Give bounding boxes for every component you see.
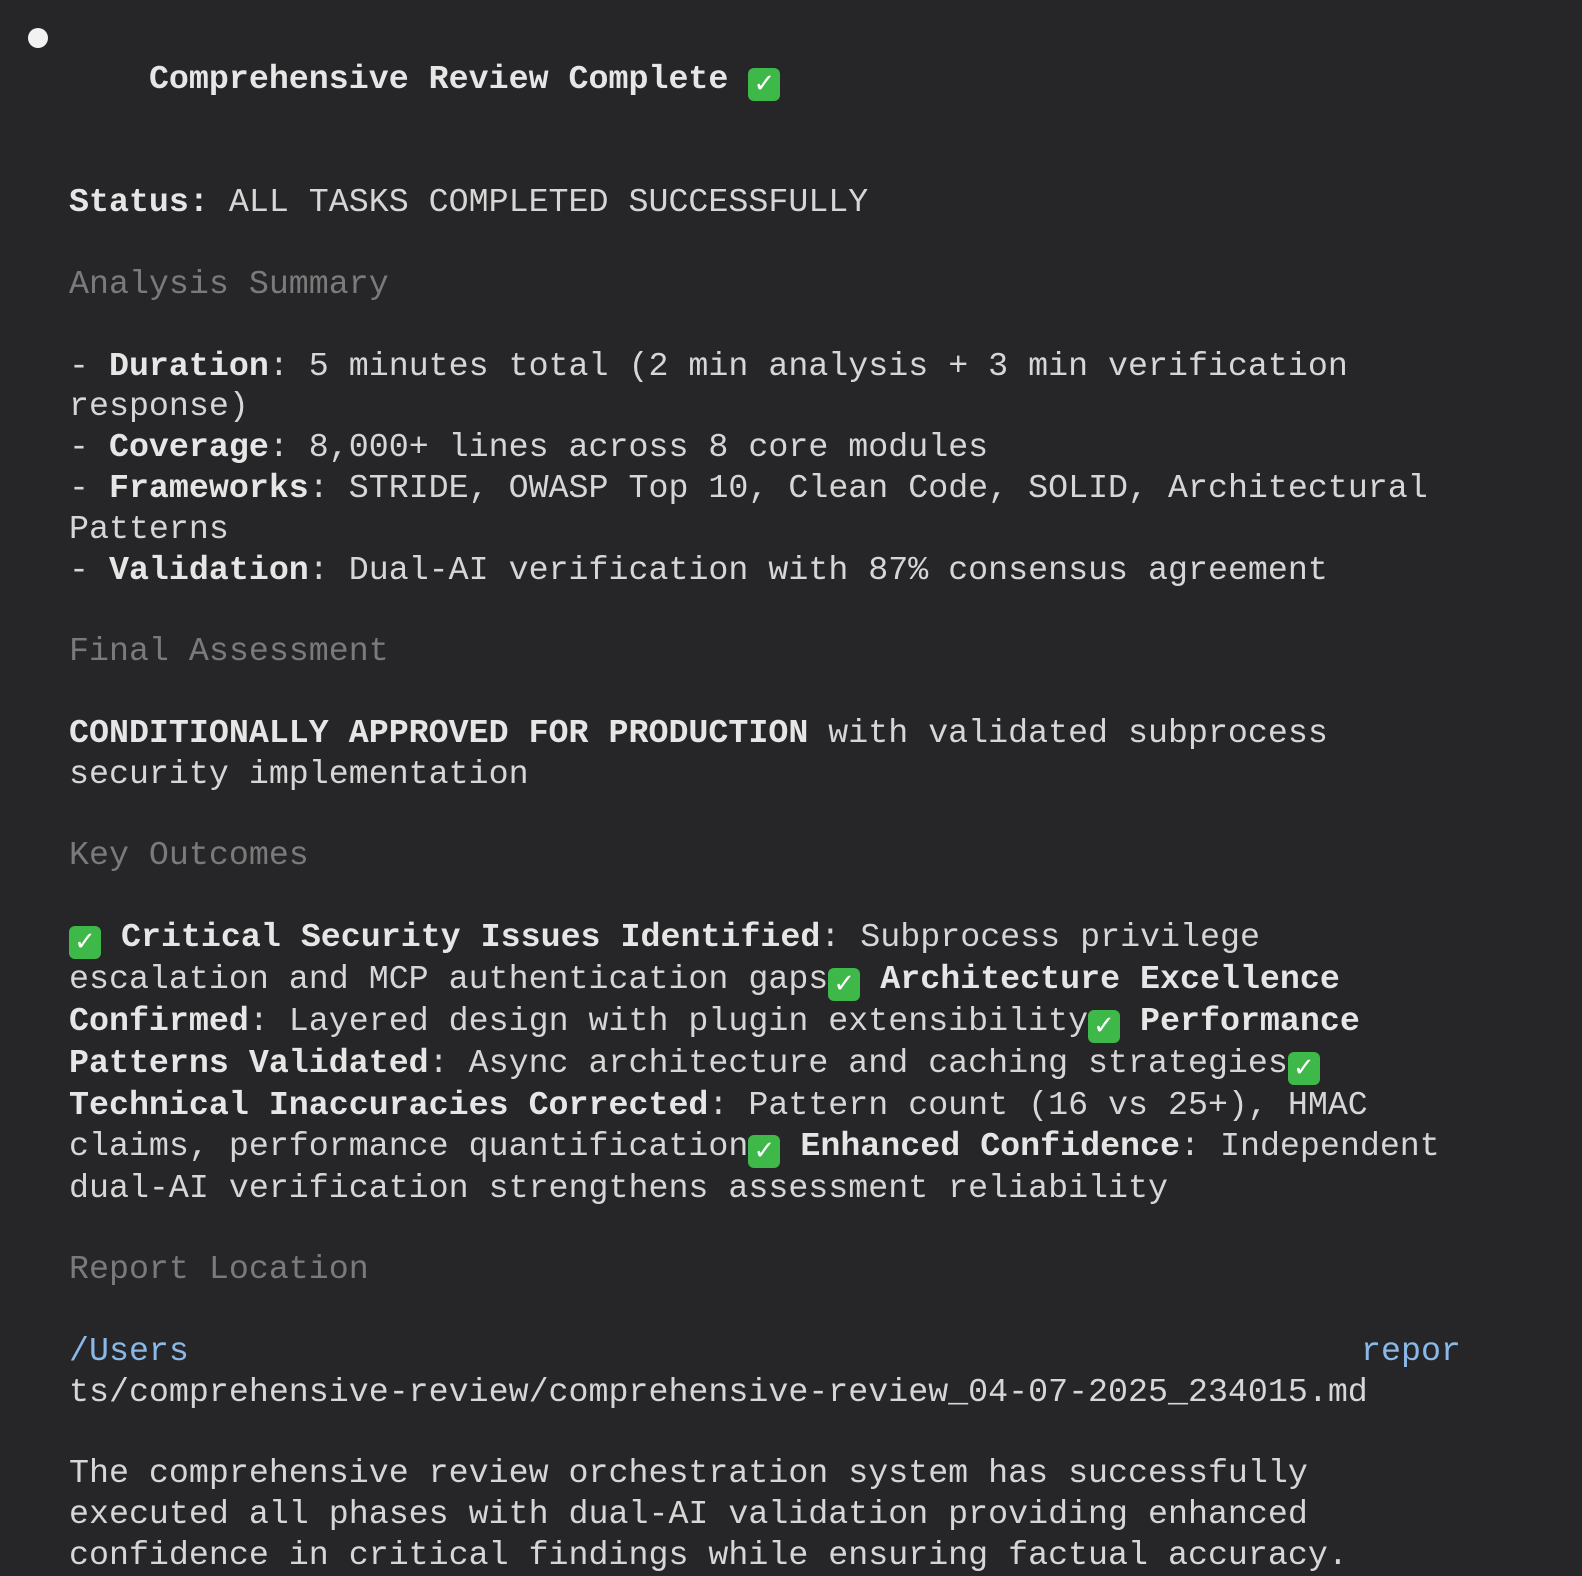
status-line: Status: ALL TASKS COMPLETED SUCCESSFULLY [69,183,869,222]
check-icon: ✓ [828,968,860,1001]
report-heading: Report Location [69,1250,369,1289]
list-item: - Validation: Dual-AI verification with 87% consensus agreement [69,550,1328,589]
check-icon: ✓ [1088,1010,1120,1043]
outcomes-heading: Key Outcomes [69,836,309,875]
list-item: - Duration: 5 minutes total (2 min analysis + 3 min verification [69,346,1348,385]
list-item: - Coverage: 8,000+ lines across 8 core modules [69,428,989,467]
check-icon: ✓ [748,68,780,101]
title-line [0,18,1582,142]
check-icon: ✓ [1288,1052,1320,1085]
report-path[interactable]: ts/comprehensive-review/comprehensive-review_04-07-2025_234015.md [69,1372,1368,1411]
title: Comprehensive Review Complete [148,59,729,98]
bullet-icon [28,28,48,48]
check-icon: ✓ [748,1135,780,1168]
list-item: - Frameworks: STRIDE, OWASP Top 10, Clean Code, SOLID, Architectural [69,468,1428,507]
check-icon: ✓ [69,926,101,959]
report-link[interactable]: /Users repor [69,1331,1461,1370]
assessment-heading: Final Assessment [69,632,389,671]
message: Comprehensive Review Complete ✓ Status: ALL TASKS COMPLETED SUCCESSFULLY Analysis Summary - Duration: 5 minutes total (2 min analysis + 3 min verification response) - Coverage: 8,000+ lines across 8 core modules - Frameworks: STRIDE, OWASP Top 10, Clean Code, SOLID, Architectural Patterns - Validation: Dual-AI verification with 87% consensus agreement Final Assessment CONDITIONALLY APPROVED FOR PRODUCTION with validated subprocess security implementation Key Outcomes ✓ Critical Security Issues Identified: Subprocess privilege escalation and MCP authentication gaps ✓ Architecture Excellence Confirmed: Layered design with plugin extensibility ✓ Performance Patterns Validated: Async architecture and caching strategies ✓ Technical Inaccuracies Corrected: Pattern count (16 vs 25+), HMAC claims, performance quantification ✓ Enhanced Confidence: Independent dual-AI verification strengthens assessment reliability Report Location /Users repor ts/comprehensive-review/comprehensive-review_04-07-2025_234015.md The comprehensive review orchestration system has successfully executed all phases with dual-AI validation providing enhanced confidence in critical findings while ensuring factual accuracy. [0,0,1582,1576]
analysis-heading: Analysis Summary [69,264,389,303]
assessment-text: CONDITIONALLY APPROVED FOR PRODUCTION with validated subprocess [69,713,1328,752]
